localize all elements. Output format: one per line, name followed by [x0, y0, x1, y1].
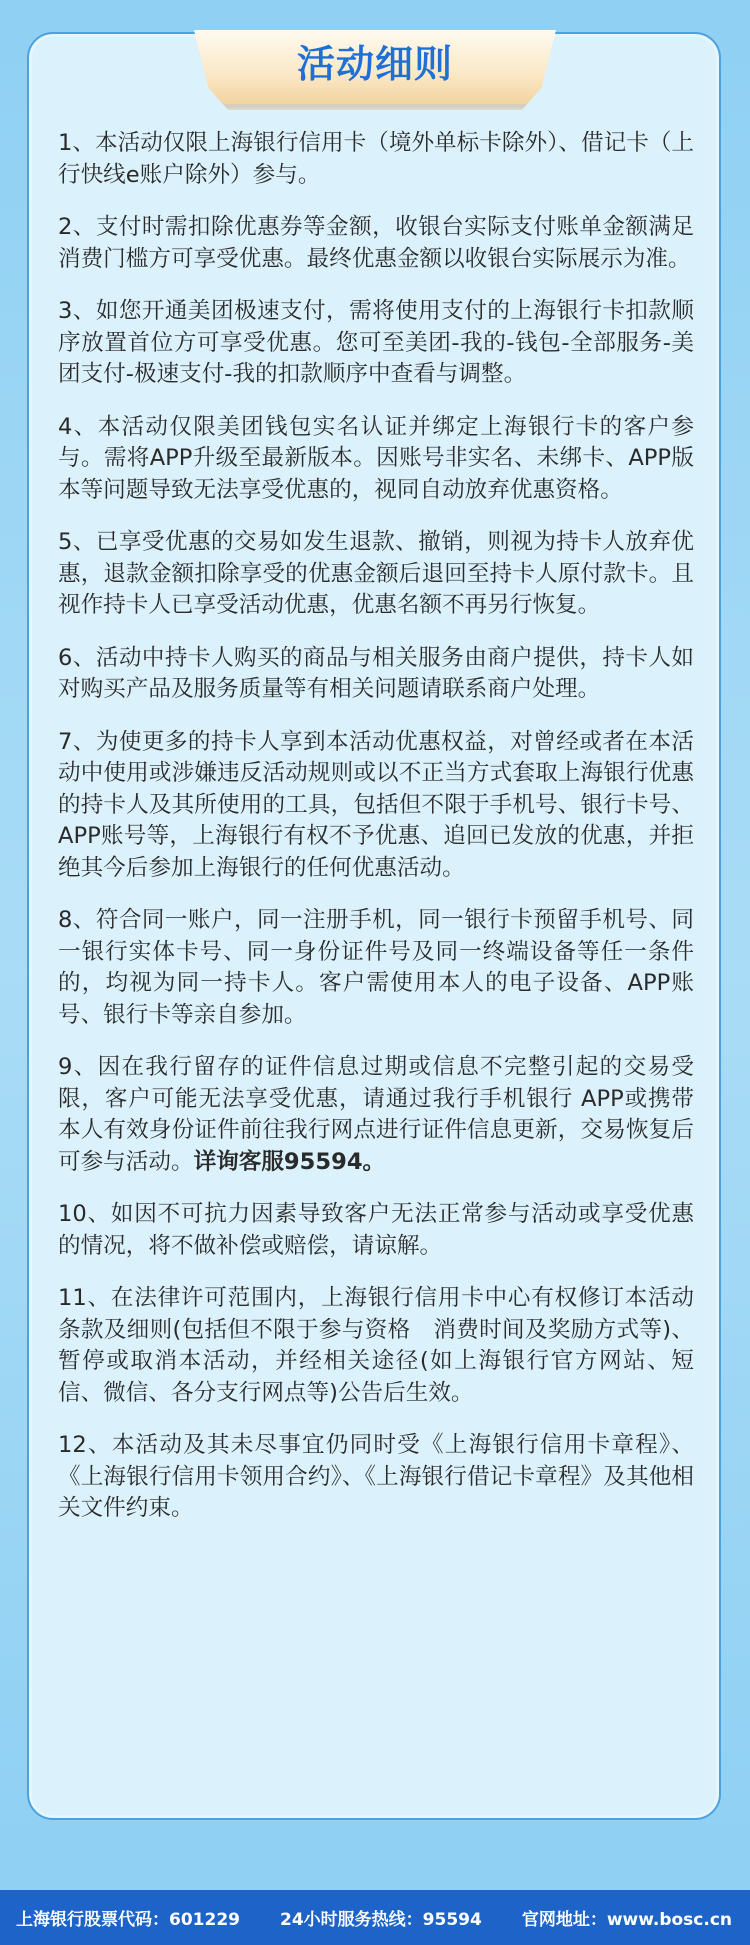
rule-item-9-text: 9、因在我行留存的证件信息过期或信息不完整引起的交易受限，客户可能无法享受优惠，请通过我行手机银行 APP或携带本人有效身份证件前往我行网点进行证件信息更新，交易恢复后可参与活动。	[58, 1054, 694, 1175]
footer-stock-code: 上海银行股票代码：601229	[16, 1910, 240, 1930]
rules-list	[58, 128, 694, 1546]
rule-item-4: 4、本活动仅限美团钱包实名认证并绑定上海银行卡的客户参与。需将APP升级至最新版本。因账号非实名、未绑卡、APP版本等问题导致无法享受优惠的，视同自动放弃优惠资格。	[58, 413, 694, 503]
customer-service-note: 详询客服95594。	[193, 1148, 386, 1175]
rule-item-8: 8、符合同一账户，同一注册手机，同一银行卡预留手机号、同一银行实体卡号、同一身份证件号及同一终端设备等任一条件的，均视为同一持卡人。客户需使用本人的电子设备、APP账号、银行卡等亲自参加。	[58, 907, 694, 1028]
rule-item-3: 3、如您开通美团极速支付，需将使用支付的上海银行卡扣款顺序放置首位方可享受优惠。您可至美团-我的-钱包-全部服务-美团支付-极速支付-我的扣款顺序中查看与调整。	[58, 298, 694, 387]
rule-item-1: 1、本活动仅限上海银行信用卡（境外单标卡除外）、借记卡（上行快线e账户除外）参与。	[58, 130, 694, 188]
rule-item-9	[58, 1052, 694, 1178]
rule-item-11: 11、在法律许可范围内，上海银行信用卡中心有权修订本活动条款及细则(包括但不限于参与资格 消费时间及奖励方式等)、暂停或取消本活动，并经相关途径(如上海银行官方网站、短信、微信、各分支行网点等)公告后生效。	[58, 1285, 694, 1406]
footer-hotline: 24小时服务热线：95594	[280, 1910, 482, 1930]
rule-item-10: 10、如因不可抗力因素导致客户无法正常参与活动或享受优惠的情况，将不做补偿或赔偿，请谅解。	[58, 1201, 694, 1259]
page-title: 活动细则	[296, 42, 453, 86]
rule-item-12: 12、本活动及其未尽事宜仍同时受《上海银行信用卡章程》、《上海银行信用卡领用合约》、《上海银行借记卡章程》及其他相关文件约束。	[58, 1432, 694, 1521]
rule-item-7: 7、为使更多的持卡人享到本活动优惠权益，对曾经或者在本活动中使用或涉嫌违反活动规则或以不正当方式套取上海银行优惠的持卡人及其所使用的工具，包括但不限于手机号、银行卡号、APP账号等，上海银行有权不予优惠、追回已发放的优惠，并拒绝其今后参加上海银行的任何优惠活动。	[58, 728, 694, 881]
footer-bar	[0, 1890, 750, 1945]
rule-item-2: 2、支付时需扣除优惠券等金额，收银台实际支付账单金额满足消费门槛方可享受优惠。最终优惠金额以收银台实际展示为准。	[58, 214, 694, 272]
rule-item-6: 6、活动中持卡人购买的商品与相关服务由商户提供，持卡人如对购买产品及服务质量等有相关问题请联系商户处理。	[58, 644, 694, 702]
rule-item-5: 5、已享受优惠的交易如发生退款、撤销，则视为持卡人放弃优惠，退款金额扣除享受的优惠金额后退回至持卡人原付款卡。且视作持卡人已享受活动优惠，优惠名额不再另行恢复。	[58, 529, 694, 618]
footer-website: 官网地址：www.bosc.cn	[521, 1910, 732, 1930]
